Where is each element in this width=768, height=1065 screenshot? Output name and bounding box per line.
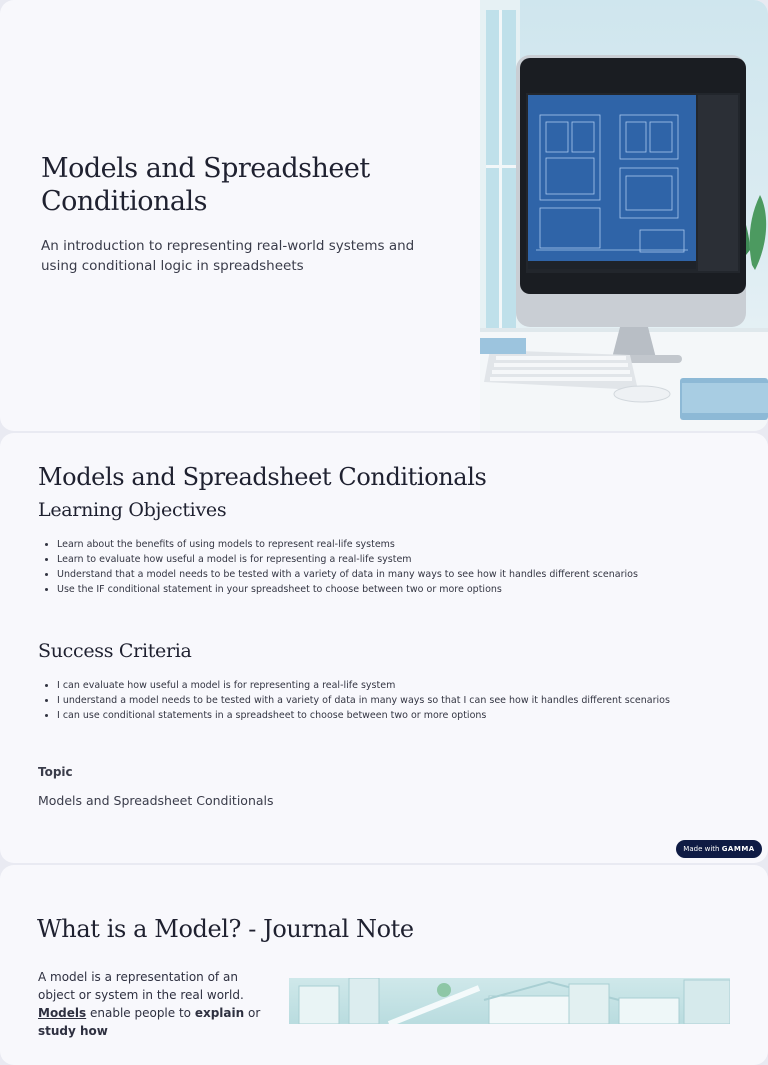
- gamma-logo: GAMMA: [721, 845, 755, 853]
- emphasis-explain: explain: [194, 1006, 245, 1020]
- list-item: • Learn to evaluate how useful a model is for representing a real-life system: [57, 552, 757, 567]
- list-item: • I understand a model needs to be tested with a variety of data in many ways so that I can see how it handles different scenarios: [57, 693, 757, 708]
- list-item: • I can use conditional statements in a spreadsheet to choose between two or more options: [57, 708, 757, 723]
- made-with-gamma-badge[interactable]: [676, 840, 762, 858]
- models-link[interactable]: Models: [38, 1006, 87, 1020]
- text-segment: enable people to: [86, 1006, 195, 1020]
- city-model-image: [289, 978, 730, 1024]
- list-item: • I can evaluate how useful a model is for representing a real-life system: [57, 678, 757, 693]
- list-item: • Learn about the benefits of using models to represent real-life systems: [57, 537, 757, 552]
- title-slide: [0, 0, 768, 431]
- text-segment: A model is a representation of an object or system in the real world.: [38, 970, 244, 1002]
- objectives-slide-title: Models and Spreadsheet Conditionals: [38, 463, 487, 491]
- success-criteria-list: [38, 678, 757, 723]
- learning-objectives-heading: Learning Objectives: [38, 499, 227, 521]
- slide-subtitle: An introduction to representing real-world systems and using conditional logic in spreadsheets: [41, 238, 415, 274]
- topic-label: Topic: [38, 765, 73, 779]
- emphasis-study: study how: [38, 1024, 108, 1038]
- journal-note-title: What is a Model? - Journal Note: [37, 915, 414, 943]
- text-segment: or: [244, 1006, 261, 1020]
- model-definition-text: [38, 968, 270, 1040]
- success-criteria-heading: Success Criteria: [38, 640, 192, 662]
- list-item: • Use the IF conditional statement in your spreadsheet to choose between two or more options: [57, 582, 757, 597]
- slide-title: Models and Spreadsheet Conditionals: [41, 153, 370, 217]
- topic-value: Models and Spreadsheet Conditionals: [38, 793, 274, 808]
- hero-image-computer-desk: [480, 0, 768, 431]
- badge-prefix: Made with: [683, 845, 720, 853]
- learning-objectives-list: [38, 537, 757, 597]
- list-item: • Understand that a model needs to be tested with a variety of data in many ways to see how it handles different scenarios: [57, 567, 757, 582]
